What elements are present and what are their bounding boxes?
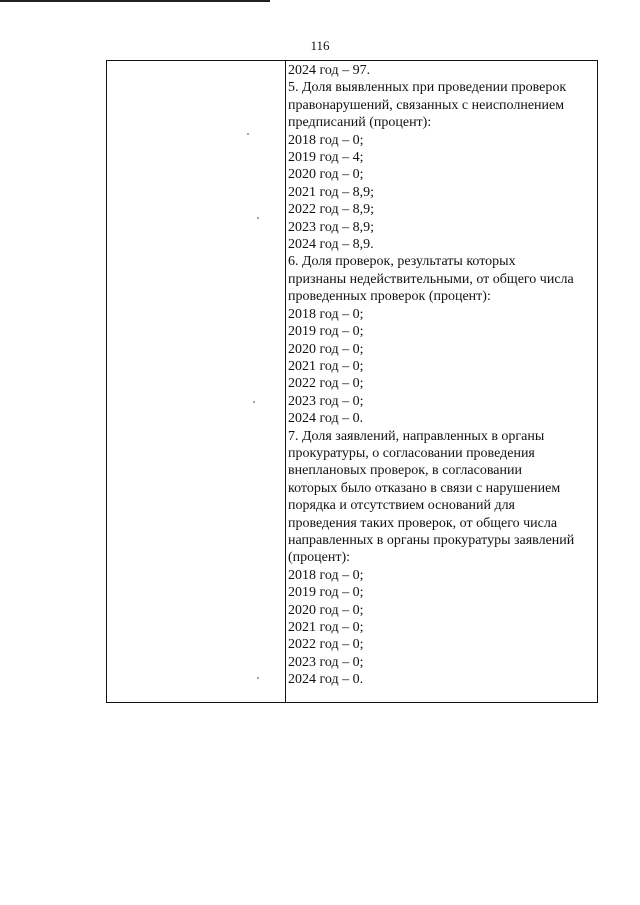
page-number: 116 <box>310 38 330 53</box>
indicator-table <box>106 60 598 703</box>
text-line: проведения таких проверок, от общего числа <box>288 515 558 531</box>
text-line: 7. Доля заявлений, направленных в органы <box>288 428 545 444</box>
scan-speck <box>247 133 249 135</box>
text-line: 2023 год – 0; <box>288 654 364 670</box>
text-line: 2024 год – 8,9. <box>288 237 374 253</box>
text-line: 2023 год – 0; <box>288 393 364 409</box>
text-line: прокуратуры, о согласовании проведения <box>288 445 535 461</box>
text-line: 2019 год – 4; <box>288 150 364 166</box>
text-line: направленных в органы прокуратуры заявлений <box>288 532 575 548</box>
text-line: 6. Доля проверок, результаты которых <box>288 254 516 270</box>
text-line: 2021 год – 0; <box>288 358 364 374</box>
text-line: 2019 год – 0; <box>288 585 364 601</box>
text-line: 2018 год – 0; <box>288 567 364 583</box>
text-line: предписаний (процент): <box>288 115 432 131</box>
text-line: порядка и отсутствием оснований для <box>288 498 516 514</box>
text-line: 2024 год – 97. <box>288 63 371 78</box>
text-line: 2021 год – 0; <box>288 620 364 635</box>
text-line: 2023 год – 8,9; <box>288 219 375 235</box>
scan-speck <box>253 401 255 403</box>
text-line: 2018 год – 0; <box>288 306 364 322</box>
table-right-cell <box>286 61 597 702</box>
text-line: которых было отказано в связи с нарушением <box>288 480 561 496</box>
text-line: 2018 год – 0; <box>288 132 364 148</box>
text-line: признаны недействительными, от общего числа <box>288 271 574 287</box>
text-line: 2020 год – 0; <box>288 341 364 357</box>
text-line: 5. Доля выявленных при проведении проверок <box>288 80 567 96</box>
text-line: 2019 год – 0; <box>288 324 364 340</box>
text-line: 2022 год – 0; <box>288 376 364 392</box>
scan-edge-line <box>0 0 270 2</box>
table-left-cell <box>107 61 286 702</box>
text-line: 2020 год – 0; <box>288 602 364 618</box>
scan-speck <box>257 217 259 219</box>
text-line: проведенных проверок (процент): <box>288 289 491 305</box>
text-line: 2021 год – 8,9; <box>288 184 375 200</box>
text-line: 2020 год – 0; <box>288 167 364 183</box>
text-line: 2024 год – 0. <box>288 411 364 427</box>
text-line: 2022 год – 8,9; <box>288 202 375 218</box>
scan-speck <box>257 677 259 679</box>
text-line: (процент): <box>288 550 351 566</box>
text-line: правонарушений, связанных с неисполнением <box>288 97 565 113</box>
text-line: 2024 год – 0. <box>288 672 364 688</box>
text-line: 2022 год – 0; <box>288 637 364 653</box>
text-line: внеплановых проверок, в согласовании <box>288 463 522 479</box>
